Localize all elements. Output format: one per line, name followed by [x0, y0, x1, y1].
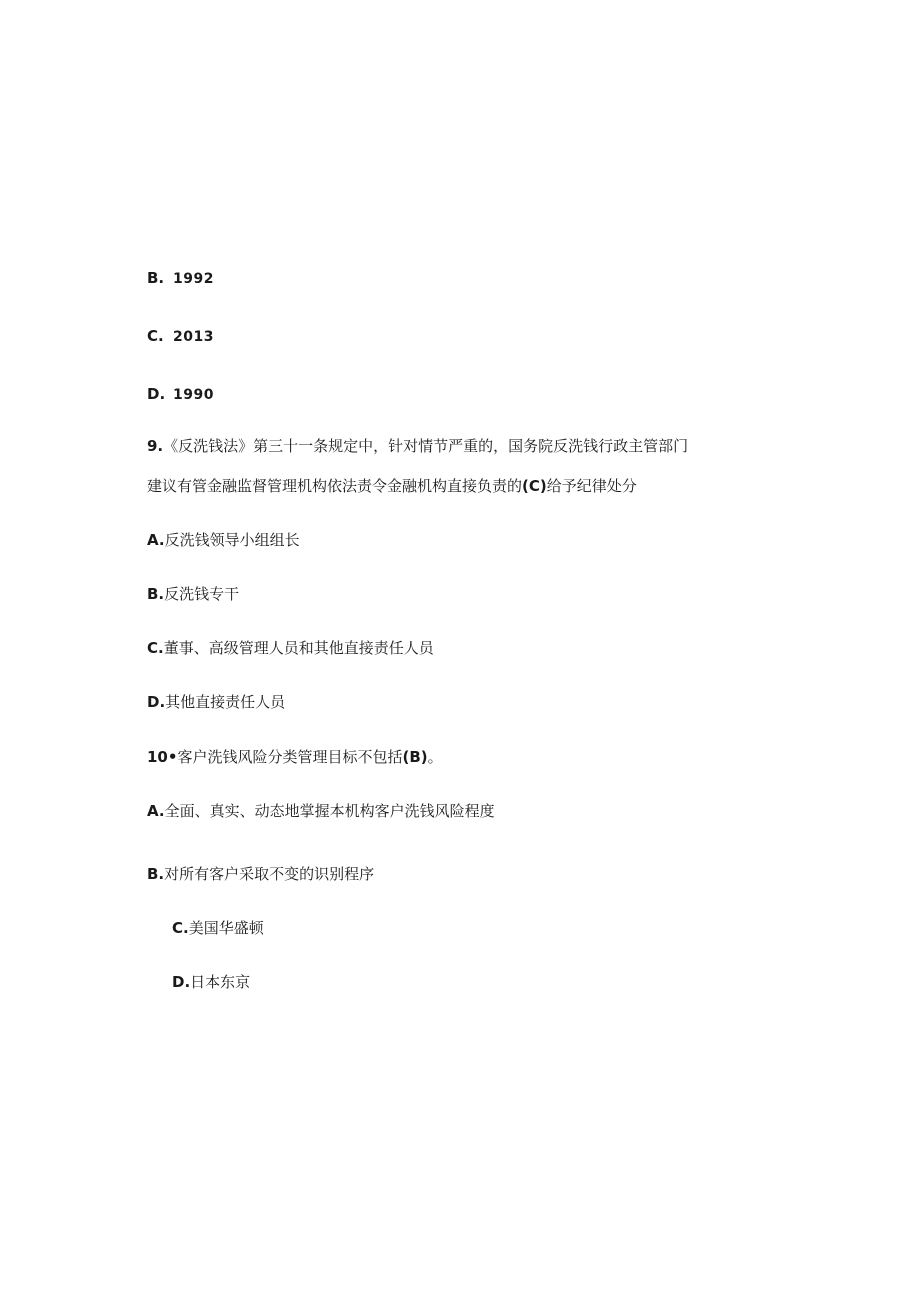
option-b: [147, 864, 374, 884]
question-text: 《反洗钱法》第三十一条规定中，针对情节严重的，国务院反洗钱行政主管部门: [163, 437, 689, 455]
question-number: 10•: [147, 748, 178, 766]
option-text: 反洗钱领导小组组长: [164, 531, 300, 549]
option-letter: B.: [147, 585, 165, 603]
answer-key: (B): [402, 748, 428, 766]
option-text: 2013: [173, 329, 214, 345]
question-10-stem: [147, 747, 443, 767]
option-letter: D.: [147, 693, 166, 711]
answer-key: (C): [522, 477, 547, 495]
option-text: 对所有客户采取不变的识别程序: [164, 865, 375, 883]
option-d: [147, 384, 214, 405]
option-text: 全面、真实、动态地掌握本机构客户洗钱风险程度: [164, 802, 495, 820]
option-text: 其他直接责任人员: [165, 693, 286, 711]
option-text: 1990: [173, 387, 214, 403]
question-9-stem-line2: [147, 476, 637, 496]
option-text: 反洗钱专干: [164, 585, 240, 603]
question-9-stem-line1: [147, 436, 688, 456]
question-text: 客户洗钱风险分类管理目标不包括: [177, 748, 403, 766]
option-c: [172, 918, 264, 938]
option-text: 1992: [173, 271, 214, 287]
question-text: 。: [427, 748, 443, 766]
option-letter: C.: [147, 639, 164, 657]
option-text: 日本东京: [190, 973, 251, 991]
option-letter: A.: [147, 802, 165, 820]
option-b: [147, 584, 239, 604]
question-text: 给予纪律处分: [546, 477, 637, 495]
option-letter: C.: [172, 919, 189, 937]
option-text: 美国华盛顿: [188, 919, 264, 937]
option-letter: B.: [147, 865, 165, 883]
option-letter: C.: [147, 327, 164, 345]
question-text: 建议有管金融监督管理机构依法责令金融机构直接负责的: [147, 477, 523, 495]
option-letter: B.: [147, 269, 165, 287]
option-text: 董事、高级管理人员和其他直接责任人员: [163, 639, 434, 657]
option-letter: D.: [147, 385, 166, 403]
option-a: [147, 530, 300, 550]
question-number: 9.: [147, 437, 164, 455]
option-letter: A.: [147, 531, 165, 549]
option-d: [147, 692, 285, 712]
option-c: [147, 326, 214, 347]
option-a: [147, 801, 495, 821]
option-d: [172, 972, 250, 992]
option-b: [147, 268, 214, 289]
option-c: [147, 638, 434, 658]
option-letter: D.: [172, 973, 191, 991]
